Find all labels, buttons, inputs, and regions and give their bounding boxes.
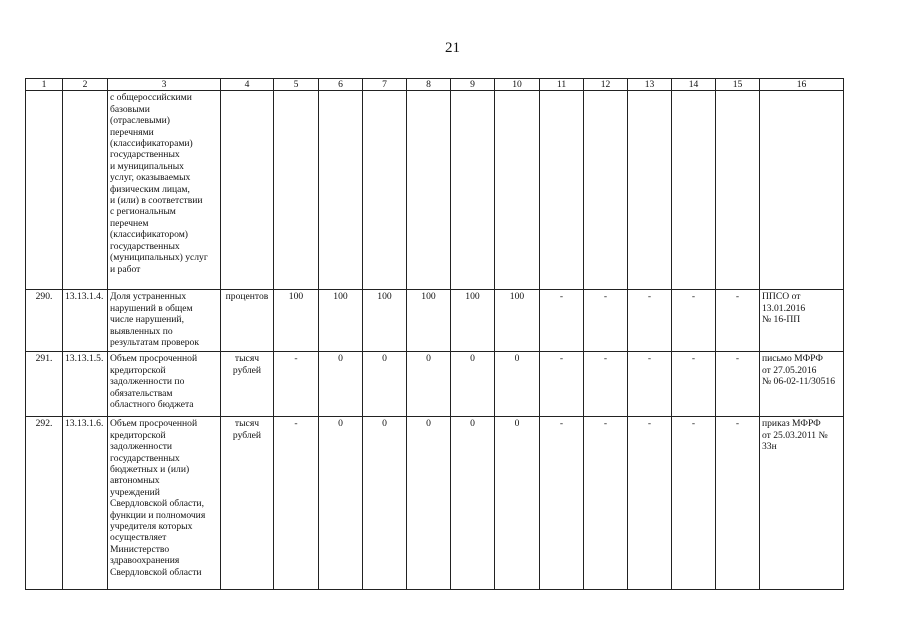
table-row [26, 290, 844, 352]
column-header: 14 [672, 79, 716, 91]
value-cell: 0 [495, 417, 540, 590]
column-header: 2 [63, 79, 108, 91]
column-header: 5 [274, 79, 319, 91]
value-cell: - [672, 352, 716, 417]
unit-of-measure: процентов [221, 290, 274, 352]
value-cell: - [540, 352, 584, 417]
value-cell: - [716, 417, 760, 590]
page-number: 21 [445, 40, 460, 56]
indicators-table [25, 78, 844, 590]
value-cell: 0 [319, 352, 363, 417]
column-header: 8 [407, 79, 451, 91]
value-cell: 0 [451, 352, 495, 417]
value-cell: 0 [319, 417, 363, 590]
value-cell: 100 [274, 290, 319, 352]
table-row [26, 417, 844, 590]
value-cell: - [540, 290, 584, 352]
value-cell: - [540, 417, 584, 590]
value-cell: - [672, 417, 716, 590]
source-document: ППСО от 13.01.2016 № 16-ПП [760, 290, 844, 352]
continuation-row [26, 91, 844, 290]
indicator-code: 13.13.1.4. [63, 290, 108, 352]
indicator-code: 13.13.1.5. [63, 352, 108, 417]
row-number: 290. [26, 290, 63, 352]
value-cell: - [274, 352, 319, 417]
value-cell: 100 [319, 290, 363, 352]
value-cell: - [628, 290, 672, 352]
column-header: 1 [26, 79, 63, 91]
column-header: 7 [363, 79, 407, 91]
unit-of-measure: тысяч рублей [221, 352, 274, 417]
column-number-row [26, 79, 844, 91]
row-number: 291. [26, 352, 63, 417]
value-cell: 0 [363, 352, 407, 417]
value-cell: 100 [363, 290, 407, 352]
value-cell: - [584, 417, 628, 590]
value-cell: 0 [407, 352, 451, 417]
table-row [26, 352, 844, 417]
value-cell: 100 [451, 290, 495, 352]
value-cell: - [672, 290, 716, 352]
value-cell: 100 [495, 290, 540, 352]
unit-of-measure: тысяч рублей [221, 417, 274, 590]
value-cell: - [628, 352, 672, 417]
column-header: 4 [221, 79, 274, 91]
continuation-text: с общероссийскими базовыми (отраслевыми) перечнями (классификаторами) государственных и муниципальных услуг, оказываемых физическим лицам, и (или) в соответствии с региональным перечнем (классификатором) государственных (муниципальных) услуг и работ [108, 91, 221, 290]
indicator-code: 13.13.1.6. [63, 417, 108, 590]
column-header: 11 [540, 79, 584, 91]
value-cell: - [584, 352, 628, 417]
value-cell: - [274, 417, 319, 590]
value-cell: 0 [407, 417, 451, 590]
value-cell: 0 [495, 352, 540, 417]
value-cell: - [628, 417, 672, 590]
column-header: 3 [108, 79, 221, 91]
source-document: приказ МФРФ от 25.03.2011 № 33н [760, 417, 844, 590]
source-document: письмо МФРФ от 27.05.2016 № 06-02-11/30516 [760, 352, 844, 417]
value-cell: 0 [363, 417, 407, 590]
value-cell: - [584, 290, 628, 352]
row-number: 292. [26, 417, 63, 590]
value-cell: - [716, 352, 760, 417]
indicator-name: Объем просроченной кредиторской задолженности по обязательствам областного бюджета [108, 352, 221, 417]
column-header: 9 [451, 79, 495, 91]
column-header: 6 [319, 79, 363, 91]
indicator-name: Доля устраненных нарушений в общем числе нарушений, выявленных по результатам проверок [108, 290, 221, 352]
column-header: 16 [760, 79, 844, 91]
value-cell: - [716, 290, 760, 352]
value-cell: 0 [451, 417, 495, 590]
column-header: 13 [628, 79, 672, 91]
value-cell: 100 [407, 290, 451, 352]
column-header: 15 [716, 79, 760, 91]
indicator-name: Объем просроченной кредиторской задолженности государственных бюджетных и (или) автономных учреждений Свердловской области, функции и полномочия учредителя которых осуществляет Министерство здравоохранения Свердловской области [108, 417, 221, 590]
column-header: 12 [584, 79, 628, 91]
column-header: 10 [495, 79, 540, 91]
